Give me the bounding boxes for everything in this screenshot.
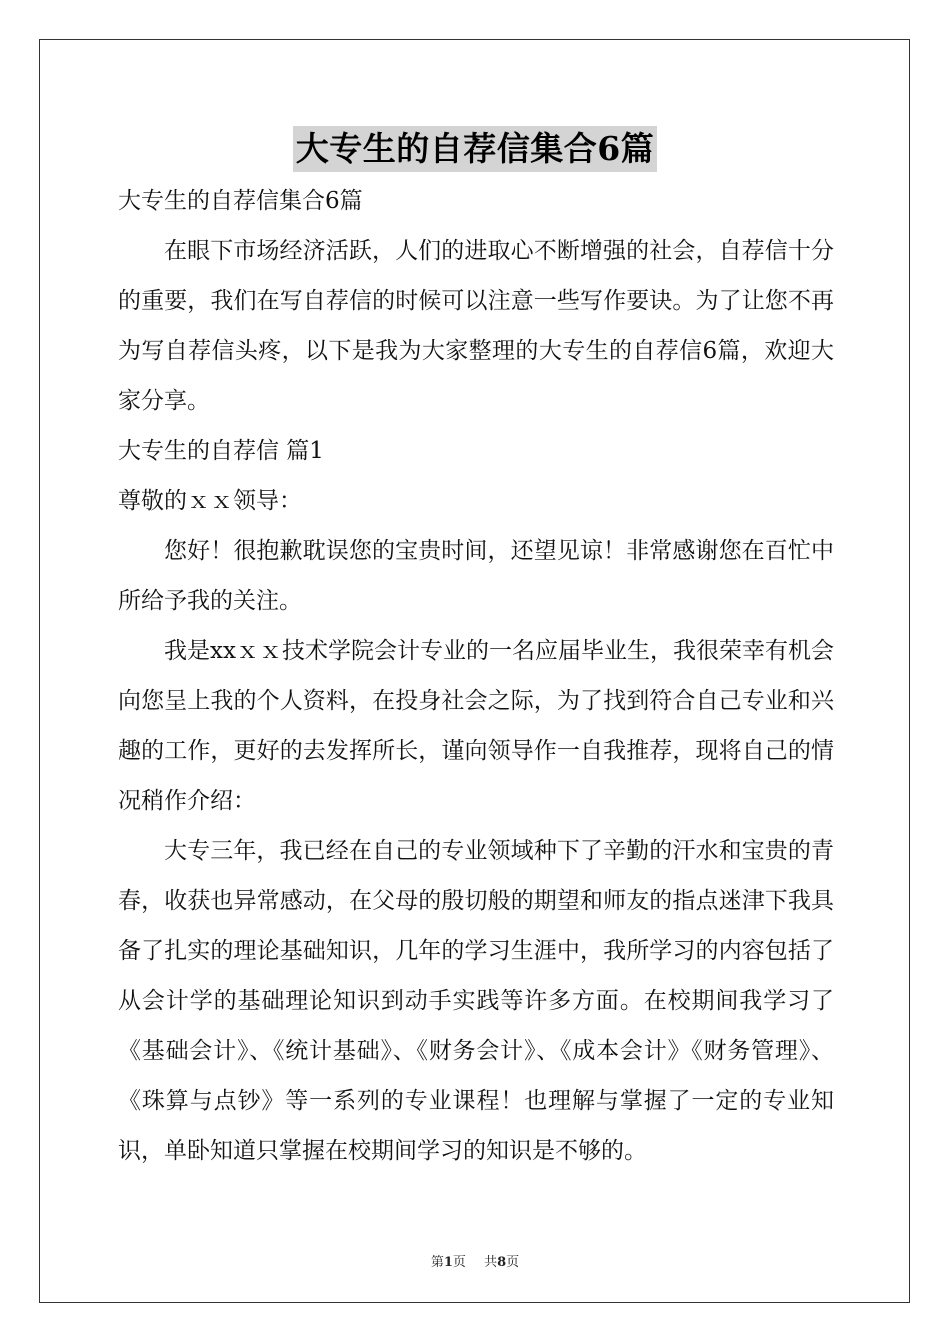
self-intro-paragraph: 我是xxｘｘ技术学院会计专业的一名应届毕业生，我很荣幸有机会向您呈上我的个人资料，在投身社会之际，为了找到符合自己专业和兴趣的工作，更好的去发挥所长，谨向领导作一自我推荐，现将自己的情况稍作介绍： xyxy=(118,638,834,814)
greeting-paragraph: 您好！很抱歉耽误您的宝贵时间，还望见谅！非常感谢您在百忙中所给予我的关注。 xyxy=(118,538,834,614)
total-pages-indicator xyxy=(484,1255,519,1270)
section-heading: 大专生的自荐信 篇1 xyxy=(118,438,324,464)
total-pages: 8 xyxy=(497,1255,507,1270)
page-suffix: 页 xyxy=(452,1255,466,1270)
document-body xyxy=(118,176,834,1176)
page-number: 1 xyxy=(443,1255,453,1270)
page-prefix: 第 xyxy=(430,1255,444,1270)
title-container xyxy=(0,126,950,172)
page-footer xyxy=(0,1251,950,1270)
subtitle-paragraph: 大专生的自荐信集合6篇 xyxy=(118,188,363,214)
total-prefix: 共 xyxy=(484,1255,498,1270)
salutation: 尊敬的ｘｘ领导： xyxy=(118,488,302,514)
intro-paragraph: 在眼下市场经济活跃，人们的进取心不断增强的社会，自荐信十分的重要，我们在写自荐信的时候可以注意一些写作要诀。为了让您不再为写自荐信头疼，以下是我为大家整理的大专生的自荐信6篇，欢迎大家分享。 xyxy=(118,238,834,414)
document-title: 大专生的自荐信集合6篇 xyxy=(293,126,657,172)
total-suffix: 页 xyxy=(506,1255,520,1270)
education-paragraph: 大专三年，我已经在自己的专业领域种下了辛勤的汗水和宝贵的青春，收获也异常感动，在父母的殷切般的期望和师友的指点迷津下我具备了扎实的理论基础知识，几年的学习生涯中，我所学习的内容包括了从会计学的基础理论知识到动手实践等许多方面。在校期间我学习了《基础会计》、《统计基础》、《财务会计》、《成本会计》《财务管理》、《珠算与点钞》等一系列的专业课程！也理解与掌握了一定的专业知识，单卧知道只掌握在校期间学习的知识是不够的。 xyxy=(118,838,834,1164)
page-indicator xyxy=(431,1255,466,1270)
